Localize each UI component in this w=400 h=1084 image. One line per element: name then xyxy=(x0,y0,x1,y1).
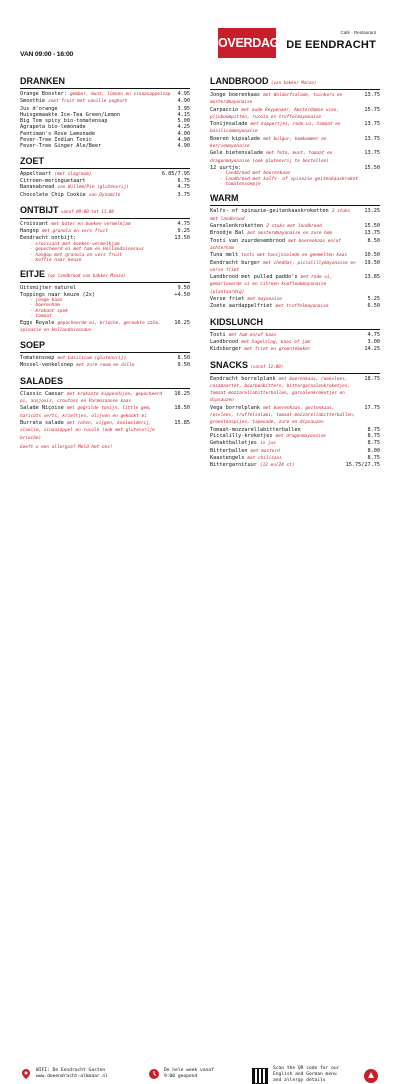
menu-section xyxy=(210,76,380,187)
item-name: Eendracht borrelplank met boerenkaas, rookvlees, casamaartet, bourbonbitters, bittergarnalenkroketjes, tomaat-mozzarellabitterballen, garnalenkroketjes en dipsauzen xyxy=(210,375,351,404)
item-description: met granola en vers fruit xyxy=(41,229,108,235)
item-description: met mosterd xyxy=(250,448,280,454)
item-name: Bananabread van Willem/Pie (glutenvrij) xyxy=(20,184,129,191)
menu-item xyxy=(210,303,380,310)
menu-item xyxy=(210,462,380,469)
menu-item xyxy=(210,376,380,405)
item-price: 16.25 xyxy=(174,390,190,397)
map-pin-icon xyxy=(20,1068,32,1080)
clock-icon xyxy=(148,1068,160,1080)
item-price: 6.75 xyxy=(177,177,190,184)
menu-section xyxy=(20,376,190,442)
item-price: 8.75 xyxy=(367,426,380,433)
menu-item xyxy=(210,107,380,122)
menu-item xyxy=(210,121,380,136)
menu-item xyxy=(210,455,380,462)
item-description: met oude Reypenaer, Amsterdamse uien, pijnboompitten, rucola en truffelmayonaise xyxy=(210,107,340,120)
item-name: Uitsmijter naturel xyxy=(20,285,77,292)
item-name: Chocolate Chip Cookie van Dynamite xyxy=(20,191,121,198)
footer xyxy=(0,528,400,1083)
item-price: 4.25 xyxy=(177,124,190,131)
item-price: 8.75 xyxy=(367,440,380,447)
item-price: 8.75 xyxy=(367,432,380,439)
menu-item xyxy=(210,208,380,223)
section-divider xyxy=(210,373,380,374)
menu-item xyxy=(20,171,190,178)
menu-section xyxy=(210,193,380,310)
menu-column-left xyxy=(20,70,190,451)
sub-item: - koffie naar keuze xyxy=(30,257,82,263)
item-name: Toppings naar keuze (2x) xyxy=(20,291,95,298)
item-price: 13.75 xyxy=(364,135,380,142)
menu-item xyxy=(210,405,380,427)
footer-open-1: De hele week vanaf xyxy=(164,1068,214,1073)
item-description: met Waldorfsalade, tuinkers en mosterdmayonaise xyxy=(210,93,343,106)
menu-item xyxy=(20,91,190,98)
item-description: van Willem/Pie (glutenvrij) xyxy=(57,185,129,191)
menu-item xyxy=(210,332,380,339)
item-description: met krokante kippendijen, gepocheerd ei, ansjovis, croutons en Parmezaanse kaas xyxy=(20,391,163,405)
section-divider xyxy=(210,89,380,90)
item-price: 15.85 xyxy=(174,419,190,426)
item-name: Boeren kipsalade met bulgur, komkommer en kerriemayonaise xyxy=(210,135,327,150)
item-description: met zure room en dille xyxy=(76,363,135,369)
item-name: Huisgemaakte Ice-Tea Green/Lemon xyxy=(20,111,120,118)
section-divider xyxy=(20,352,190,353)
item-description: met boerenkaas, rookvlees, casamaartet, bourbonbitters, bittergarnalenkroketjes, tomaat-mozzarellabitterballen, garnalenkroketjes en dipsauzen xyxy=(210,376,351,404)
header xyxy=(0,0,400,68)
sub-item: - gepocheerd ei met ham en Hollandaisesaus xyxy=(30,247,144,253)
item-description: (met slagroom) xyxy=(54,171,92,177)
section-title: KIDSLUNCH xyxy=(210,316,263,327)
footer-qr-1: Scan the QR code for our xyxy=(273,1066,340,1071)
item-name: Gehaktballetjes in jus xyxy=(210,440,276,447)
item-price: 4.75 xyxy=(177,184,190,191)
item-price: 18.50 xyxy=(174,405,190,412)
item-name: Zoete aardappelfriet met truffelmayonaise xyxy=(210,303,329,310)
item-description: met boerenkaas en/of achterham xyxy=(210,238,341,251)
qr-code-icon[interactable] xyxy=(252,1068,268,1084)
item-price: +4.50 xyxy=(174,291,190,298)
item-name: Salade Niçoise met gegrilde tonijn, little gem, haricots verts, krieltjes, olijven en gekookt ei xyxy=(20,405,152,419)
menu-item xyxy=(210,92,380,107)
item-description: gepocheerde ei, brioche, gerookte zalm, spinazie en Hollandaisesaus xyxy=(20,320,161,333)
item-description: 2 stuks met landbrood xyxy=(210,209,351,222)
item-name: Kaastengels met chilisaus xyxy=(210,454,282,461)
item-price: 16.25 xyxy=(174,319,190,326)
item-name: Smoothie zoet fruit met vanille yoghurt xyxy=(20,98,128,105)
item-name: Gele bietensalade met feta, munt, tomaat en dragonmayonaise (ook glutenvrij te bestellen) xyxy=(210,150,333,164)
item-price: 4.75 xyxy=(177,220,190,227)
item-price: 8.50 xyxy=(177,355,190,362)
menu-item xyxy=(20,355,190,362)
item-name: 12 uurtje: xyxy=(210,164,242,171)
item-price: 4.90 xyxy=(177,143,190,150)
sub-item: - tomatensoepje xyxy=(220,182,261,188)
item-description: 2 stuks met landbrood xyxy=(266,224,322,230)
section-divider xyxy=(20,282,190,283)
item-description: met truffelmayonaise xyxy=(275,304,329,310)
menu-item xyxy=(20,228,190,235)
item-name: Fever-Tree Ginger Ale/Beer xyxy=(20,143,102,150)
item-description: in jus xyxy=(259,441,276,447)
sub-item: - landbrood met kalfs- of spinazie-geitenkaaskroket xyxy=(220,176,359,182)
item-price: 8.75 xyxy=(367,454,380,461)
menu-item xyxy=(20,391,190,406)
opening-hours: VAN 09:00 - 16:00 xyxy=(20,51,74,58)
menu-section xyxy=(210,317,380,354)
item-description: met friet en groentebeker xyxy=(244,347,311,353)
item-description: met hagelslag, kaas of jam xyxy=(241,339,310,345)
section-divider xyxy=(210,205,380,206)
menu-section xyxy=(20,205,190,264)
item-price: 13.25 xyxy=(364,208,380,215)
item-price: 19.50 xyxy=(364,259,380,266)
section-divider xyxy=(20,388,190,389)
item-name: Fentiman's Rose Lemonade xyxy=(20,130,95,137)
item-name: Landbrood met hagelslag, kaas of jam xyxy=(210,338,310,345)
item-name: Jus d'orange xyxy=(20,105,58,112)
item-price: 17.75 xyxy=(364,404,380,411)
item-name: Landbrood met pulled paddo's met rode ui, gemarineerde ui en citroen-knoflookmayonaise (plantaardig) xyxy=(210,274,333,295)
item-name: Garnalenkroketten 2 stuks met landbrood xyxy=(210,223,322,230)
item-description: met feta, munt, tomaat en dragonmayonaise (ook glutenvrij te bestellen) xyxy=(210,151,333,164)
section-divider xyxy=(20,88,190,89)
footer-wifi: WIFI: De Eendracht Gasten xyxy=(36,1068,106,1073)
sub-item: - tomaat xyxy=(30,314,52,320)
item-price: 9.25 xyxy=(177,228,190,235)
menu-item xyxy=(210,433,380,440)
section-divider xyxy=(20,218,190,219)
sub-item: - boerenham xyxy=(30,303,60,309)
menu-section xyxy=(20,156,190,199)
section-title: DRANKEN xyxy=(20,76,65,86)
item-price: 15.75 xyxy=(364,106,380,113)
item-name: Bitterballen met mosterd xyxy=(210,447,280,454)
item-price: 18.75 xyxy=(364,375,380,382)
item-price: 13.75 xyxy=(364,121,380,128)
item-name: Agrapeta bio-lemonade xyxy=(20,124,86,131)
menu-item xyxy=(210,346,380,353)
item-description: met kappertjes, rode ui, tomaat en basilicummayonaise xyxy=(210,122,341,135)
item-price: 9.50 xyxy=(177,285,190,292)
item-description: (12 en/24 st) xyxy=(259,463,295,469)
item-name: Orange Booster: gember, munt, limoen en sinaasappelsap xyxy=(20,91,171,97)
allergy-note: Geeft u een allergie? Meld het ons! xyxy=(20,444,113,450)
menu-item xyxy=(20,221,190,228)
item-name: Broodje Bal met mosterdmayonaise en zure bom xyxy=(210,230,333,237)
item-price: 3.75 xyxy=(177,191,190,198)
item-description: met ham en/of kaas xyxy=(228,332,277,338)
item-description: met mayonaise xyxy=(247,297,282,303)
menu-item xyxy=(210,274,380,296)
menu-section xyxy=(20,76,190,150)
item-description: met boter en boeken-vermelkjam xyxy=(51,221,131,227)
item-name: Tomaat-mozzarellabitterballen xyxy=(210,426,301,433)
section-title: SALADES xyxy=(20,375,64,386)
item-description: met mosterdmayonaise en zure bom xyxy=(247,231,333,237)
item-name: Tosti met ham en/of kaas xyxy=(210,331,277,338)
section-title: LANDBROOD (van bakker Manzo) xyxy=(210,76,317,86)
item-price: 13.75 xyxy=(364,230,380,237)
item-description: met bulgur, komkommer en kerriemayonaise xyxy=(210,136,327,150)
menu-section xyxy=(20,269,190,334)
logo-tagline: Café · Restaurant xyxy=(340,30,376,35)
menu-item xyxy=(210,238,380,253)
item-name: Mossel-venkelsoep met zure room en dille xyxy=(20,362,135,369)
menu-item xyxy=(20,362,190,369)
item-price: 3.95 xyxy=(177,105,190,112)
menu-item xyxy=(210,223,380,230)
item-name: Carpaccio met oude Reypenaer, Amsterdamse uien, pijnboompitten, rucola en truffelmayonaise xyxy=(210,106,340,120)
item-name: Kidsburger met friet en groentebeker xyxy=(210,346,311,353)
item-price: 4.15 xyxy=(177,111,190,118)
item-name: Kalfs- of spinazie-geitenkaaskroketten 2 stuks met landbrood xyxy=(210,208,351,222)
sub-item: - hangop met granola en vers fruit xyxy=(30,252,123,258)
item-name: Croissant met boter en boeken-vermelkjam xyxy=(20,220,131,227)
item-description: met basilicum (glutenvrij) xyxy=(57,356,127,362)
menu-item xyxy=(210,136,380,151)
item-name: Eendracht ontbijt: xyxy=(20,235,77,242)
menu-item xyxy=(20,405,190,420)
menu-column-right xyxy=(210,70,380,469)
menu-item xyxy=(210,260,380,275)
section-title: EITJE (op landbrood van bakker Manzo) xyxy=(20,269,126,280)
menu-item xyxy=(210,296,380,303)
item-name: Classic Caesar met krokante kippendijen, gepocheerd ei, ansjovis, croutons en Parmezaanse kaas xyxy=(20,390,163,405)
section-note: (op landbrood van bakker Manzo) xyxy=(47,273,126,279)
item-price: 4.90 xyxy=(177,137,190,144)
item-name: Hangop met granola en vers fruit xyxy=(20,228,108,235)
menu-item xyxy=(210,440,380,447)
menu-item xyxy=(20,98,190,105)
menu-item xyxy=(210,150,380,165)
item-name: Jonge boerenkaas met Waldorfsalade, tuinkers en mosterdmayonaise xyxy=(210,92,343,106)
item-description: met boerenkaas, geitenkaas, rosvlees, truffelsalami, tomaat-mozzarellabitterballen, groentenspijes, tapenade, zure en dipsauzen xyxy=(210,405,356,426)
item-name: Eendracht burger met cheddar, piccalillymayonaise en verse friet xyxy=(210,259,356,273)
item-name: Citroen-meringuetaart xyxy=(20,177,86,184)
footer-open-2: 9:00 geopend xyxy=(164,1074,198,1079)
item-name: Tonijnsalade met kappertjes, rode ui, tomaat en basilicummayonaise xyxy=(210,121,341,135)
item-name: Vega borrelplank met boerenkaas, geitenkaas, rosvlees, truffelsalami, tomaat-mozzarellabitterballen, groentenspijes, tapenade, zure en dipsauzen xyxy=(210,404,356,426)
item-price: 15.75/27.75 xyxy=(345,462,380,469)
item-price: 15.50 xyxy=(364,223,380,230)
menu-item xyxy=(20,184,190,191)
item-price: 13.75 xyxy=(364,150,380,157)
logo-name: DE EENDRACHT xyxy=(286,39,376,51)
sub-item: - krokant spek xyxy=(30,308,68,314)
section-note: (vanaf 11:00) xyxy=(250,363,284,369)
menu-item xyxy=(20,235,190,241)
item-description: van Dynamite xyxy=(88,192,121,198)
sub-item: - croissant met boeken-vermelkjam xyxy=(30,241,120,247)
menu-item xyxy=(20,192,190,199)
menu-section xyxy=(20,340,190,370)
item-description: tosti met tonijnsalade en geemelten kaas xyxy=(241,253,347,259)
item-price: 4.00 xyxy=(177,130,190,137)
item-name: Bittergarnituur (12 en/24 st) xyxy=(210,462,295,469)
menu-item xyxy=(210,448,380,455)
section-title: ZOET xyxy=(20,155,44,166)
item-price: 10.50 xyxy=(364,252,380,259)
menu-item xyxy=(20,420,190,442)
emblem-icon xyxy=(363,1068,379,1084)
section-note: (van bakker Manzo) xyxy=(271,80,317,85)
logo-mark: OVERDAG xyxy=(218,28,276,58)
item-price: 8.50 xyxy=(367,237,380,244)
menu-item xyxy=(20,143,190,149)
menu-item xyxy=(210,252,380,259)
item-description: met chilisaus xyxy=(247,455,282,461)
item-name: Fever-Tree Indian Tonic xyxy=(20,137,92,144)
item-name: Tomatensoep met basilicum (glutenvrij) xyxy=(20,355,127,362)
item-price: 9.50 xyxy=(177,362,190,369)
item-name: Tosti van zuurdesembrood met boerenkaas en/of achterham xyxy=(210,237,341,251)
item-price: 6.85/7.95 xyxy=(161,170,190,177)
footer-qr-3: and allergy details xyxy=(273,1078,326,1083)
item-description: met cheddar, piccalillymayonaise en verse friet xyxy=(210,260,356,273)
item-name: Eggs Royale gepocheerde ei, brioche, gerookte zalm, spinazie en Hollandaisesaus xyxy=(20,319,161,333)
section-divider xyxy=(210,329,380,330)
sub-item: - jonge kaas xyxy=(30,297,63,303)
item-price: 8.00 xyxy=(367,447,380,454)
item-price: 15.50 xyxy=(364,164,380,171)
item-price: 13.85 xyxy=(364,274,380,281)
item-name: Verse friet met mayonaise xyxy=(210,296,282,303)
menu-section xyxy=(210,360,380,470)
item-name: Burrata salade met roten, vijgen, knoloelderij, slaolie, sinaasappel en rucola (ook met glutenvrije brioche) xyxy=(20,419,155,441)
section-title: WARM xyxy=(210,193,239,204)
sub-item: - landbrood met boerenkaas xyxy=(220,171,291,177)
menu-item xyxy=(210,230,380,237)
item-description: met rode ui, gemarineerde ui en citroen-knoflookmayonaise (plantaardig) xyxy=(210,275,333,295)
item-price: 5.25 xyxy=(367,296,380,303)
section-title: SOEP xyxy=(20,340,46,351)
item-name: Big Tom spicy bio-tomatensap xyxy=(20,118,108,125)
footer-website[interactable]: www.deeendracht-alkmaar.nl xyxy=(36,1074,108,1079)
menu-item xyxy=(20,320,190,335)
item-price: 4.90 xyxy=(177,98,190,105)
menu-item xyxy=(210,339,380,346)
item-description: zoet fruit met vanille yoghurt xyxy=(48,99,128,105)
item-description: met roten, vijgen, knoloelderij, slaolie, sinaasappel en rucola (ook met glutenvrije brioche) xyxy=(20,420,155,441)
item-name: Tuna melt tosti met tonijnsalade en geemelten kaas xyxy=(210,252,347,259)
item-price: 4.95 xyxy=(177,91,190,97)
section-title: ONTBIJT vanaf 09:00 tot 11:00 xyxy=(20,204,114,215)
item-description: met dragonmayonaise xyxy=(275,433,326,439)
section-note: vanaf 09:00 tot 11:00 xyxy=(61,208,114,214)
item-price: 14.25 xyxy=(364,346,380,353)
item-name: Appeltaart (met slagroom) xyxy=(20,170,92,177)
item-description: gember, munt, limoen en sinaasappelsap xyxy=(69,92,171,97)
item-price: 4.75 xyxy=(367,331,380,338)
item-name: Piccalilly-kroketjes met dragonmayonaise xyxy=(210,432,326,439)
section-divider xyxy=(20,168,190,169)
item-description: met gegrilde tonijn, little gem, haricots verts, krieltjes, olijven en gekookt ei xyxy=(20,406,152,419)
item-price: 13.50 xyxy=(174,235,190,242)
item-price: 3.00 xyxy=(367,338,380,345)
item-price: 6.50 xyxy=(367,303,380,310)
logo xyxy=(218,28,376,58)
item-price: 5.00 xyxy=(177,118,190,125)
section-title: SNACKS (vanaf 11:00) xyxy=(210,359,284,370)
item-price: 13.75 xyxy=(364,92,380,98)
footer-qr-2: English and German menu xyxy=(273,1072,337,1077)
